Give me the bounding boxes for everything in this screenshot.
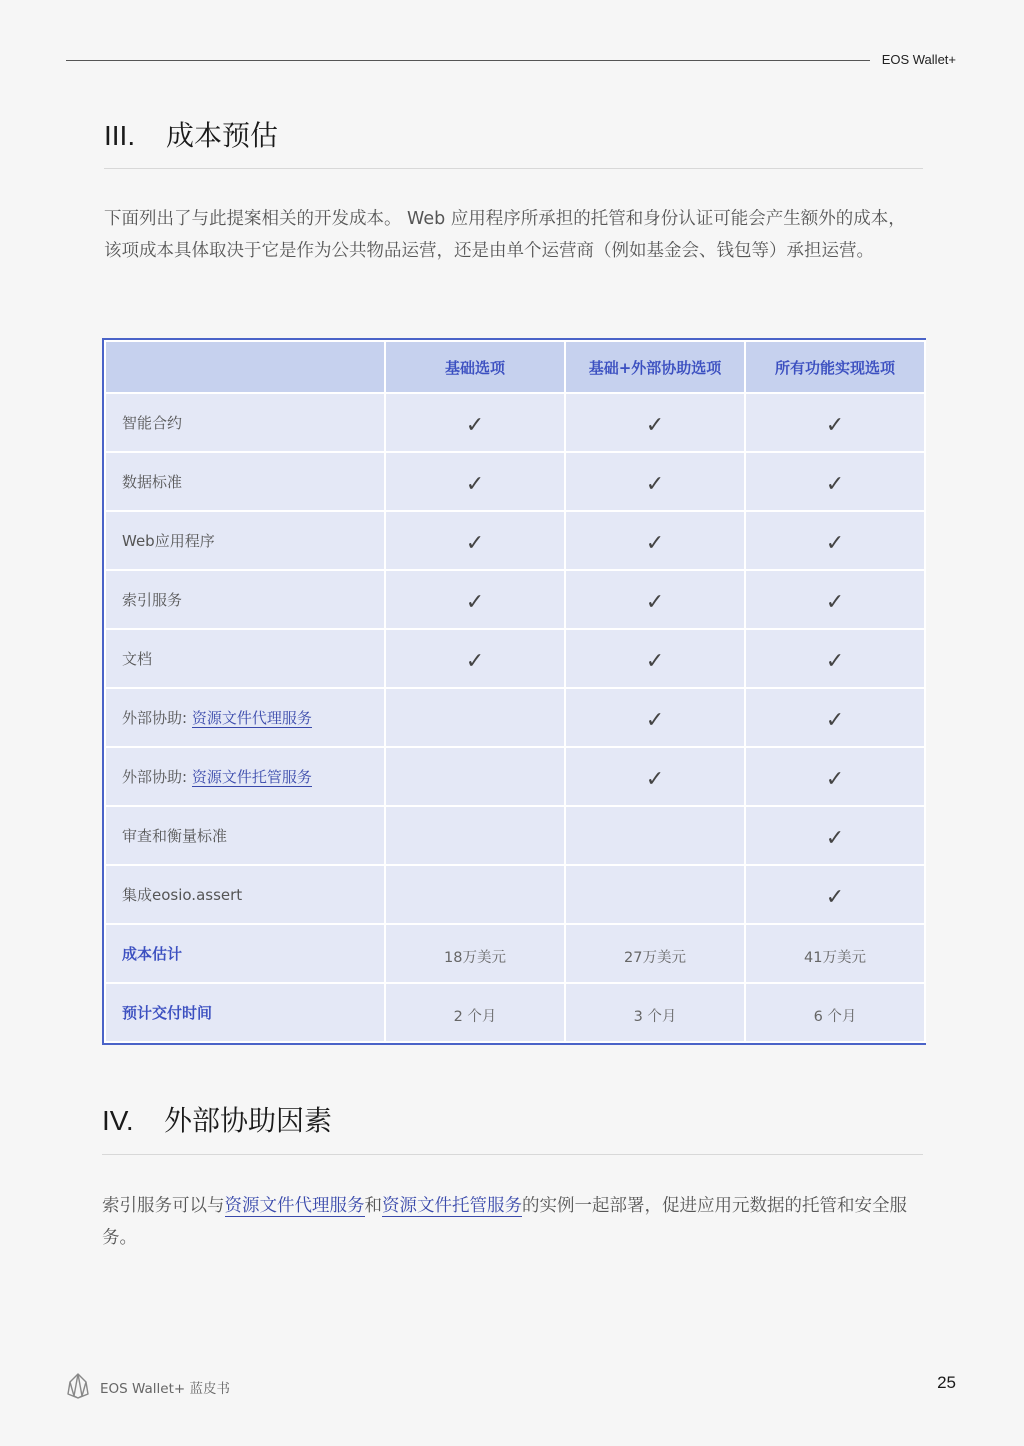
check-icon: ✓ (645, 413, 665, 438)
header-rule (66, 60, 870, 61)
cost-basic: 18万美元 (444, 950, 506, 966)
time-basic: 2 个月 (453, 1009, 497, 1025)
row-label-prefix: 外部协助: (122, 709, 192, 727)
check-icon: ✓ (825, 826, 845, 851)
proxy-service-link[interactable]: 资源文件代理服务 (191, 709, 312, 727)
table-header-basic: 基础选项 (385, 341, 565, 393)
table-row (105, 806, 925, 865)
section-3-rule (104, 168, 923, 169)
row-label: 智能合约 (105, 393, 385, 452)
check-icon: ✓ (825, 590, 845, 615)
row-label-prefix: 外部协助: (122, 768, 192, 786)
section-4-rule (102, 1154, 923, 1155)
check-icon: ✓ (645, 649, 665, 674)
check-icon: ✓ (465, 590, 485, 615)
page-number: 25 (937, 1373, 956, 1392)
row-label: 文档 (105, 629, 385, 688)
check-icon: ✓ (465, 649, 485, 674)
check-icon: ✓ (465, 531, 485, 556)
section-3-paragraph: 下面列出了与此提案相关的开发成本。 Web 应用程序所承担的托管和身份认证可能会产生额外的成本，该项成本具体取决于它是作为公共物品运营，还是由单个运营商（例如基金会、钱包等）承担运营。 (104, 209, 906, 261)
row-label: 数据标准 (105, 452, 385, 511)
hosting-service-link[interactable]: 资源文件托管服务 (191, 768, 312, 786)
check-icon: ✓ (465, 472, 485, 497)
section-3-heading (104, 114, 278, 154)
check-icon: ✓ (645, 767, 665, 792)
proxy-service-link[interactable]: 资源文件代理服务 (224, 1196, 365, 1216)
time-label: 预计交付时间 (105, 983, 385, 1042)
section-4-text-mid: 和 (364, 1196, 382, 1216)
table-row-time (105, 983, 925, 1042)
check-icon: ✓ (825, 531, 845, 556)
section-4-paragraph (102, 1190, 912, 1254)
check-icon: ✓ (645, 708, 665, 733)
table-row (105, 393, 925, 452)
table-row (105, 747, 925, 806)
section-4-heading (102, 1099, 332, 1139)
cost-table (102, 338, 926, 1045)
time-full: 6 个月 (813, 1009, 857, 1025)
row-label: Web应用程序 (105, 511, 385, 570)
check-icon: ✓ (825, 885, 845, 910)
table-row (105, 688, 925, 747)
check-icon: ✓ (645, 590, 665, 615)
table-row (105, 629, 925, 688)
check-icon: ✓ (825, 649, 845, 674)
check-icon: ✓ (465, 413, 485, 438)
table-header-row (105, 341, 925, 393)
check-icon: ✓ (825, 472, 845, 497)
table-row-cost (105, 924, 925, 983)
section-4-text-start: 索引服务可以与 (102, 1196, 225, 1216)
table-row (105, 452, 925, 511)
check-icon: ✓ (825, 767, 845, 792)
cost-basic-plus-external: 27万美元 (624, 950, 686, 966)
hosting-service-link[interactable]: 资源文件托管服务 (382, 1196, 522, 1216)
check-icon: ✓ (645, 531, 665, 556)
cost-label: 成本估计 (105, 924, 385, 983)
table-row (105, 865, 925, 924)
row-label: 集成eosio.assert (105, 865, 385, 924)
section-4-number: IV. (102, 1105, 134, 1136)
table-row (105, 570, 925, 629)
row-label (105, 747, 385, 806)
row-label (105, 688, 385, 747)
header-brand: EOS Wallet+ (881, 52, 956, 67)
check-icon: ✓ (825, 413, 845, 438)
eos-logo-icon (66, 1372, 90, 1400)
row-label: 索引服务 (105, 570, 385, 629)
check-icon: ✓ (645, 472, 665, 497)
section-4-title: 外部协助因素 (164, 1104, 333, 1137)
table-row (105, 511, 925, 570)
cost-full: 41万美元 (804, 950, 866, 966)
table-header-corner (105, 341, 385, 393)
table-header-basic-plus-external: 基础+外部协助选项 (565, 341, 745, 393)
table-header-full: 所有功能实现选项 (745, 341, 925, 393)
time-basic-plus-external: 3 个月 (633, 1009, 677, 1025)
row-label: 审查和衡量标准 (105, 806, 385, 865)
check-icon: ✓ (825, 708, 845, 733)
section-3-number: III. (104, 120, 136, 151)
section-4-text-end: 的实例一起部署，促进应用元数据的托管和安全服务。 (102, 1196, 907, 1248)
footer-brand: EOS Wallet+ 蓝皮书 (100, 1381, 230, 1397)
section-3-title: 成本预估 (166, 119, 279, 152)
